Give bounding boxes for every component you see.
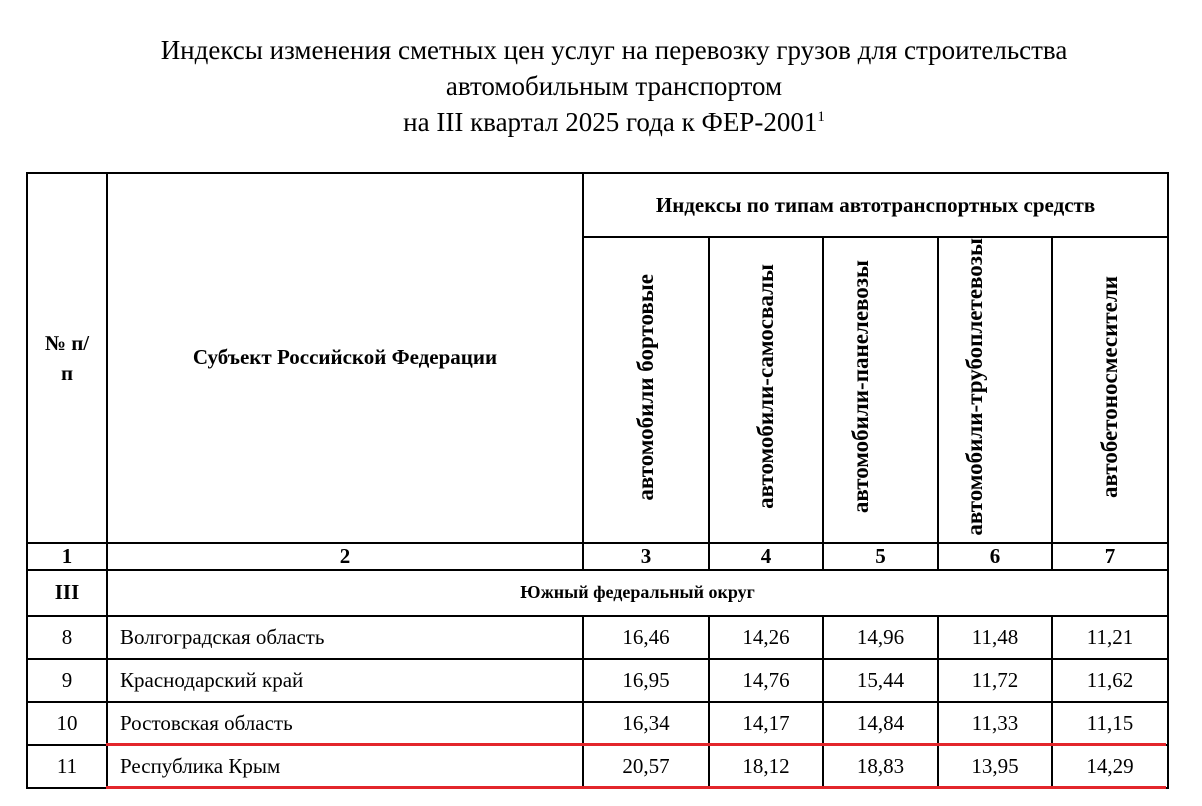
- row-value: 11,21: [1052, 616, 1168, 659]
- row-value: 18,83: [823, 745, 938, 788]
- row-value: 20,57: [583, 745, 709, 788]
- row-value: 16,46: [583, 616, 709, 659]
- header-col-6: автомобили-трубоплетевозы: [938, 237, 1052, 543]
- row-subject: Республика Крым: [107, 745, 583, 788]
- row-value: 11,62: [1052, 659, 1168, 702]
- row-subject: Волгоградская область: [107, 616, 583, 659]
- col-num-6: 6: [938, 543, 1052, 570]
- indices-table: [26, 172, 1169, 789]
- row-value: 14,96: [823, 616, 938, 659]
- col-num-4: 4: [709, 543, 823, 570]
- row-subject: Краснодарский край: [107, 659, 583, 702]
- highlight-line-bottom: [106, 786, 1166, 789]
- table-row: [27, 702, 1168, 745]
- column-number-row: [27, 543, 1168, 570]
- district-no: III: [27, 570, 107, 616]
- col-num-5: 5: [823, 543, 938, 570]
- table-row-highlighted: [27, 745, 1168, 788]
- district-row: [27, 570, 1168, 616]
- header-col-3: автомобили бортовые: [583, 237, 709, 543]
- title-line-1: Индексы изменения сметных цен услуг на перевозку грузов для строительства: [160, 35, 1068, 65]
- col-num-7: 7: [1052, 543, 1168, 570]
- highlight-line-top: [106, 743, 1166, 746]
- row-value: 11,33: [938, 702, 1052, 745]
- header-col-4: автомобили-самосвалы: [709, 237, 823, 543]
- row-value: 16,95: [583, 659, 709, 702]
- col-num-2: 2: [107, 543, 583, 570]
- row-value: 14,17: [709, 702, 823, 745]
- row-no: 9: [27, 659, 107, 702]
- header-col-7: автобетоносмесители: [1052, 237, 1168, 543]
- row-value: 11,72: [938, 659, 1052, 702]
- row-value: 14,29: [1052, 745, 1168, 788]
- title-line-2: автомобильным транспортом: [445, 71, 783, 101]
- row-value: 16,34: [583, 702, 709, 745]
- row-value: 11,48: [938, 616, 1052, 659]
- header-subject: Субъект Российской Федерации: [107, 173, 583, 543]
- row-value: 11,15: [1052, 702, 1168, 745]
- district-name: Южный федеральный округ: [107, 570, 1168, 616]
- title-line-3: на III квартал 2025 года к ФЕР-2001$^1$: [403, 107, 825, 137]
- row-no: 10: [27, 702, 107, 745]
- row-value: 14,76: [709, 659, 823, 702]
- row-value: 18,12: [709, 745, 823, 788]
- row-no: 8: [27, 616, 107, 659]
- header-col-5: автомобили-панелевозы: [823, 237, 938, 543]
- row-value: 14,84: [823, 702, 938, 745]
- table-row: [27, 616, 1168, 659]
- header-no: № п/п: [27, 173, 107, 543]
- footnote-mark: 1: [817, 109, 825, 125]
- row-no: 11: [27, 745, 107, 788]
- col-num-1: 1: [27, 543, 107, 570]
- row-value: 13,95: [938, 745, 1052, 788]
- row-value: 14,26: [709, 616, 823, 659]
- row-value: 15,44: [823, 659, 938, 702]
- document-title: [0, 32, 1202, 140]
- col-num-3: 3: [583, 543, 709, 570]
- row-subject: Ростовская область: [107, 702, 583, 745]
- table-row: [27, 659, 1168, 702]
- header-vehicle-types: Индексы по типам автотранспортных средств: [583, 173, 1168, 237]
